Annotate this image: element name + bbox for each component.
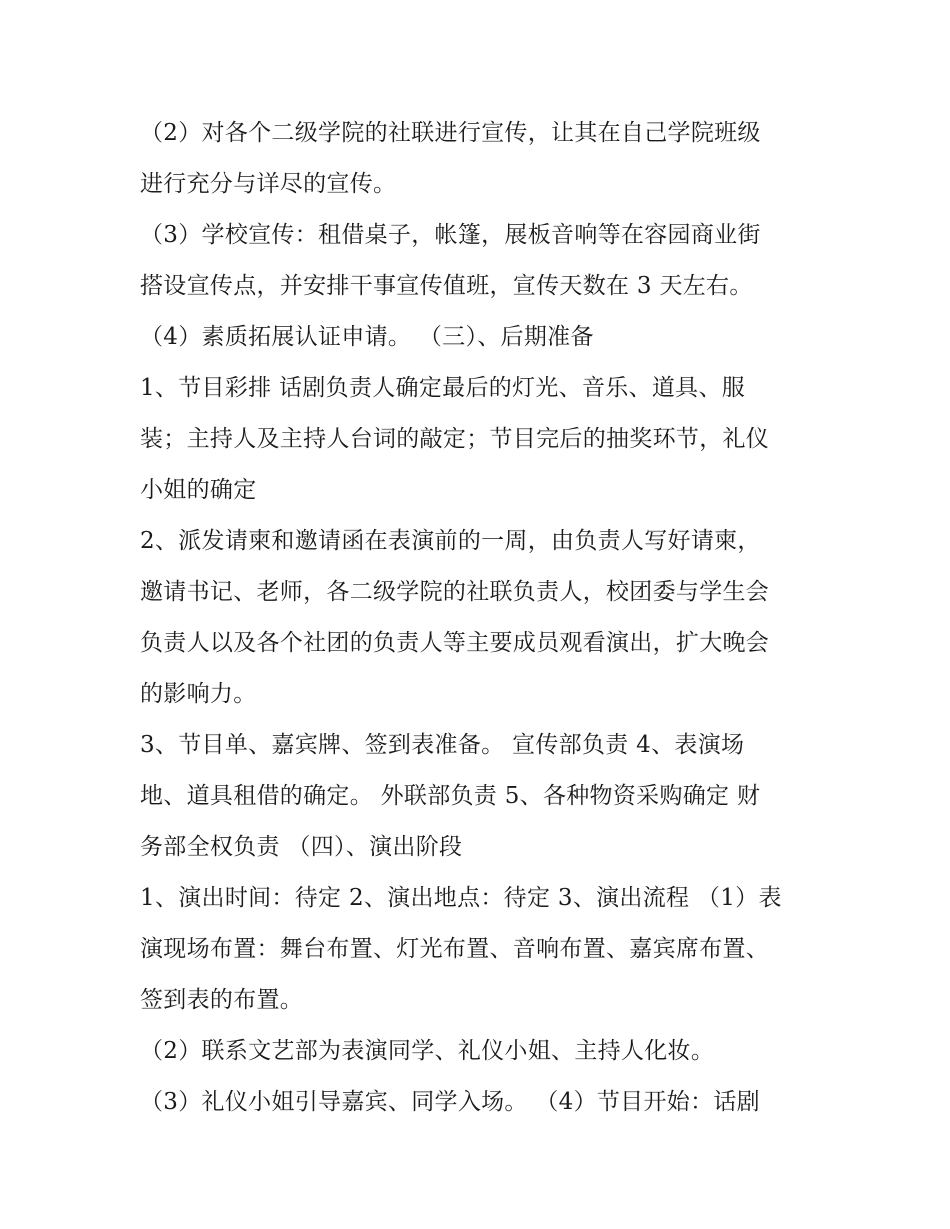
text-line: 3、节目单、嘉宾牌、签到表准备。 宣传部负责 4、表演场 [140,732,745,758]
text-line: 2、派发请柬和邀请函在表演前的一周，由负责人写好请柬， [140,528,761,554]
text-line: 的影响力。 [140,681,257,707]
text-line: 务部全权负责 （四）、演出阶段 [140,834,463,860]
text-line: 邀请书记、老师，各二级学院的社联负责人，校团委与学生会 [140,579,770,605]
text-line: 演现场布置：舞台布置、灯光布置、音响布置、嘉宾席布置、 [140,936,770,962]
document-body [140,108,820,1128]
text-line: 小姐的确定 [140,477,257,503]
text-line: 装；主持人及主持人台词的敲定；节目完后的抽奖环节，礼仪 [140,426,770,452]
text-line: （2）对各个二级学院的社联进行宣传，让其在自己学院班级 [140,120,761,146]
text-line: 签到表的布置。 [140,987,304,1013]
text-line: 负责人以及各个社团的负责人等主要成员观看演出，扩大晚会 [140,630,770,656]
text-line: 进行充分与详尽的宣传。 [140,171,397,197]
text-line: （4）素质拓展认证申请。 （三）、后期准备 [140,324,594,350]
text-line: （3）学校宣传：租借桌子，帐篷，展板音响等在容园商业街 [140,222,761,248]
text-line: 1、节目彩排 话剧负责人确定最后的灯光、音乐、道具、服 [140,375,746,401]
text-line: （2）联系文艺部为表演同学、礼仪小姐、主持人化妆。 [140,1038,715,1064]
text-line: 1、演出时间：待定 2、演出地点：待定 3、演出流程 （1）表 [140,885,782,911]
text-line: （3）礼仪小姐引导嘉宾、同学入场。 （4）节目开始：话剧 [140,1089,760,1115]
text-line: 搭设宣传点，并安排干事宣传值班，宣传天数在 3 天左右。 [140,273,753,299]
text-line: 地、道具租借的确定。 外联部负责 5、各种物资采购确定 财 [140,783,761,809]
